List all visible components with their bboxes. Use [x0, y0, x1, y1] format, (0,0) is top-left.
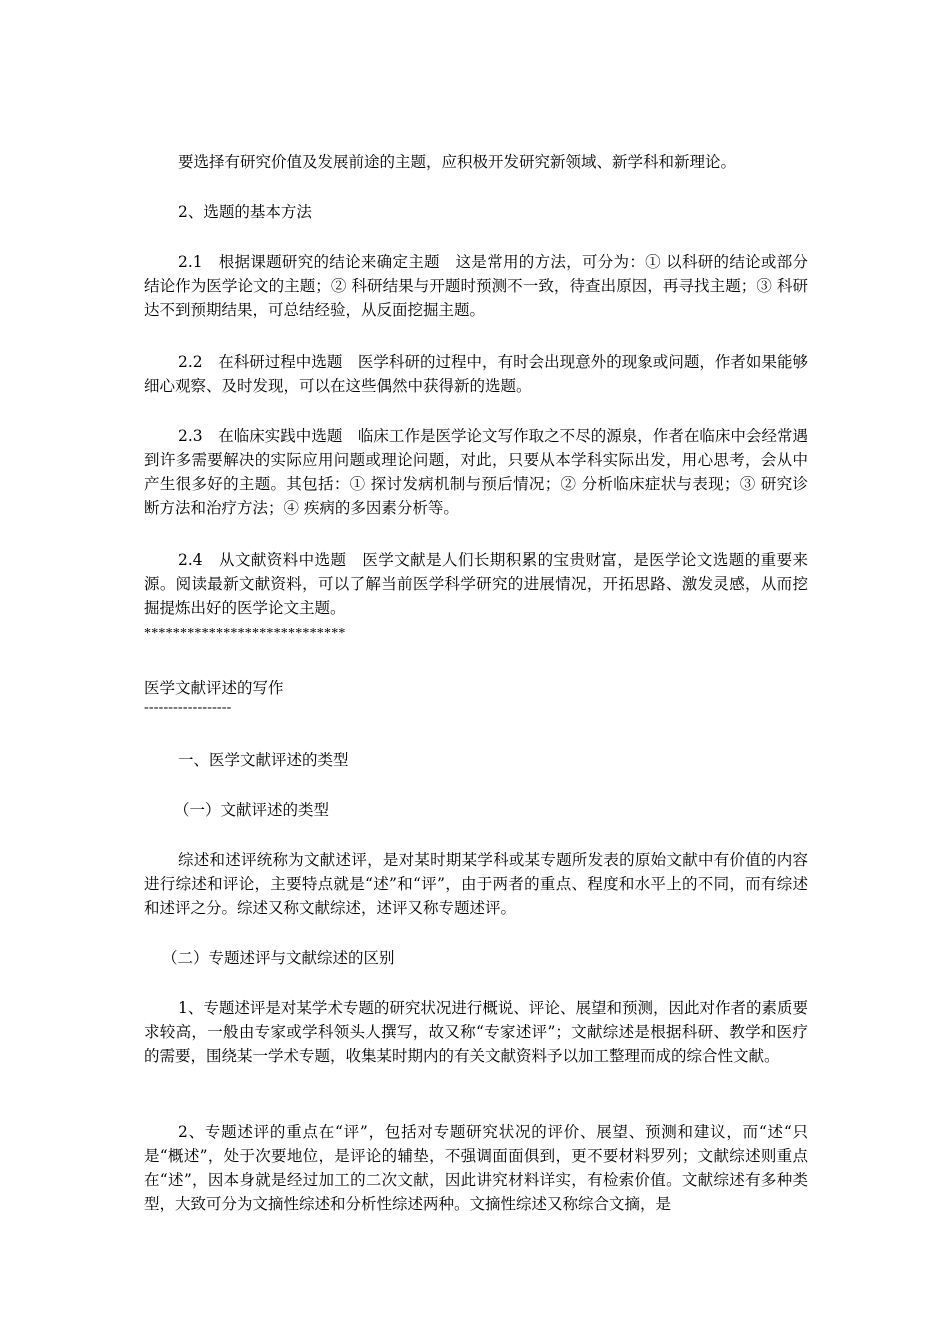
methods-heading: 2、选题的基本方法	[178, 203, 312, 221]
star-separator: ****************************	[144, 626, 346, 641]
difference-paragraph-2: 2、专题述评的重点在“评”，包括对专题研究状况的评价、展望、预测和建议，而“述“只是“概述”，处于次要地位，是评论的辅垫，不强调面面俱到，更不要材料罗列；文献综述则重点在“述”，因本身就是经过加工的二次文献，因此讲究材料详实，有检索价值。文献综述有多种类型，大致可分为文摘性综述和分析性综述两种。文摘性综述又称综合文摘，是	[144, 1123, 808, 1213]
section-one-heading: 一、医学文献评述的类型	[178, 751, 349, 769]
document-page	[144, 0, 808, 1344]
difference-paragraph-1: 1、专题述评是对某学术专题的研究状况进行概说、评论、展望和预测，因此对作者的素质要求较高，一般由专家或学科领头人撰写，故又称“专家述评”；文献综述是根据科研、教学和医疗的需要，围绕某一学术专题，收集某时期内的有关文献资料予以加工整理而成的综合性文献。	[144, 999, 808, 1065]
subsection-one-heading: （一）文献评述的类型	[174, 801, 330, 819]
paragraph-2-1: 2.1 根据课题研究的结论来确定主题 这是常用的方法，可分为：① 以科研的结论或部分结论作为医学论文的主题；② 科研结果与开题时预测不一致，待查出原因，再寻找主题；③ 科研达不到预期结果，可总结经验，从反面挖掘主题。	[144, 253, 808, 319]
paragraph-2-3: 2.3 在临床实践中选题 临床工作是医学论文写作取之不尽的源泉，作者在临床中会经常遇到许多需要解决的实际应用问题或理论问题，对此，只要从本学科实际出发，用心思考，会从中产生很多好的主题。其包括：① 探讨发病机制与预后情况；② 分析临床症状与表现；③ 研究诊断方法和治疗方法；④ 疾病的多因素分析等。	[144, 427, 808, 517]
paragraph-2-4: 2.4 从文献资料中选题 医学文献是人们长期积累的宝贵财富，是医学论文选题的重要来源。阅读最新文献资料，可以了解当前医学科学研究的进展情况，开拓思路、激发灵感，从而挖掘提炼出好的医学论文主题。	[144, 551, 808, 617]
intro-paragraph: 要选择有研究价值及发展前途的主题，应积极开发研究新领域、新学科和新理论。	[178, 153, 737, 171]
dash-separator: ------------------	[144, 700, 232, 715]
subsection-two-heading: （二）专题述评与文献综述的区别	[162, 949, 395, 967]
paragraph-2-2: 2.2 在科研过程中选题 医学科研的过程中，有时会出现意外的现象或问题，作者如果能够细心观察、及时发现，可以在这些偶然中获得新的选题。	[144, 353, 808, 395]
article-title: 医学文献评述的写作	[144, 679, 284, 697]
subsection-one-paragraph: 综述和述评统称为文献述评，是对某时期某学科或某专题所发表的原始文献中有价值的内容进行综述和评论，主要特点就是“述”和“评”，由于两者的重点、程度和水平上的不同，而有综述和述评之分。综述又称文献综述，述评又称专题述评。	[144, 851, 808, 917]
